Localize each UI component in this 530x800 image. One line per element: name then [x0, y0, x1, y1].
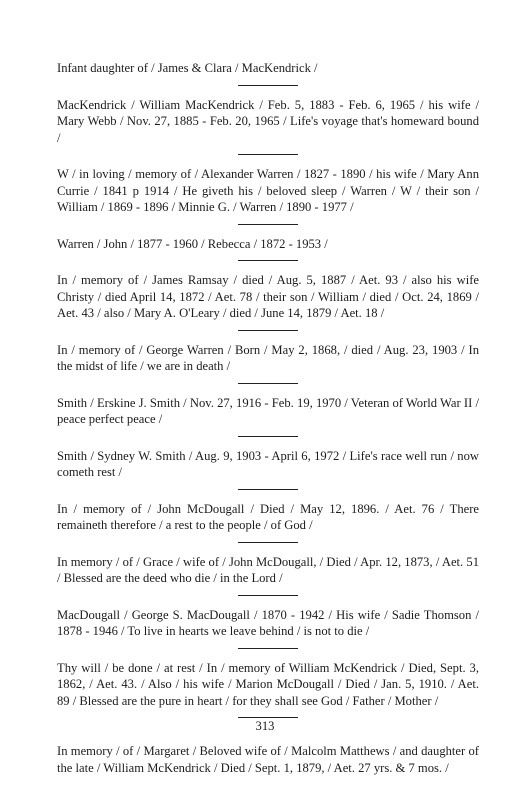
- inscription-entry: Infant daughter of / James & Clara / MacKendrick /: [57, 61, 318, 75]
- inscription-entry: Warren / John / 1877 - 1960 / Rebecca / 1872 - 1953 /: [57, 236, 328, 251]
- separator-rule: [238, 154, 298, 155]
- inscription-entry: MacDougall / George S. MacDougall / 1870 - 1942 / His wife / Sadie Thomson / 1878 - 1946 / To live in hearts we leave behind / is not to die /: [57, 607, 479, 638]
- inscription-list: [57, 60, 479, 776]
- inscription-entry: In memory / of / Grace / wife of / John McDougall, / Died / Apr. 12, 1873, / Aet. 51 / Blessed are the deed who die / in the Lord /: [57, 554, 479, 585]
- separator-rule: [238, 648, 298, 649]
- separator-rule: [238, 595, 298, 596]
- inscription-entry: Thy will / be done / at rest / In / memory of William McKendrick / Died, Sept. 3, 1862, / Aet. 43. / Also / his wife / Marion McDougall / Died / Jan. 5, 1910. / Aet. 89 / Blessed are the pure in heart / for they shall see God / Father / Mother /: [57, 660, 479, 708]
- page-number: 313: [255, 719, 275, 733]
- inscription-entry: W / in loving / memory of / Alexander Warren / 1827 - 1890 / his wife / Mary Ann Currie / 1841 p 1914 / He giveth his / beloved sleep / Warren / W / their son / William / 1869 - 1896 / Minnie G. / Warren / 1890 - 1977 /: [57, 167, 479, 214]
- separator-rule: [238, 436, 298, 437]
- separator-rule: [238, 383, 298, 384]
- separator-rule: [238, 542, 298, 543]
- separator-rule: [238, 489, 298, 490]
- separator-rule: [238, 85, 298, 86]
- inscription-entry: In / memory of / James Ramsay / died / Aug. 5, 1887 / Aet. 93 / also his wife Christy / died April 14, 1872 / Aet. 78 / their son / William / died / Oct. 24, 1869 / Aet. 43 / also / Mary A. O'Leary / died / June 14, 1879 / Aet. 18 /: [57, 273, 479, 320]
- inscription-entry: Smith / Sydney W. Smith / Aug. 9, 1903 - April 6, 1972 / Life's race well run / now cometh rest /: [57, 448, 479, 479]
- separator-rule: [238, 224, 298, 225]
- inscription-entry: In / memory of / John McDougall / Died / May 12, 1896. / Aet. 76 / There remaineth therefore / a rest to the people / of God /: [57, 501, 479, 532]
- inscription-entry: In / memory of / George Warren / Born / May 2, 1868, / died / Aug. 23, 1903 / In the midst of life / we are in death /: [57, 342, 479, 373]
- separator-rule: [238, 260, 298, 261]
- inscription-entry: Smith / Erskine J. Smith / Nov. 27, 1916 - Feb. 19, 1970 / Veteran of World War II / peace perfect peace /: [57, 395, 479, 426]
- inscription-entry: MacKendrick / William MacKendrick / Feb. 5, 1883 - Feb. 6, 1965 / his wife / Mary Webb / Nov. 27, 1885 - Feb. 20, 1965 / Life's voyage that's homeward bound /: [57, 97, 479, 145]
- separator-rule: [238, 330, 298, 331]
- inscription-entry: In memory / of / Margaret / Beloved wife of / Malcolm Matthews / and daughter of the late / William McKendrick / Died / Sept. 1, 1879, / Aet. 27 yrs. & 7 mos. /: [57, 744, 479, 775]
- separator-rule: [238, 717, 298, 718]
